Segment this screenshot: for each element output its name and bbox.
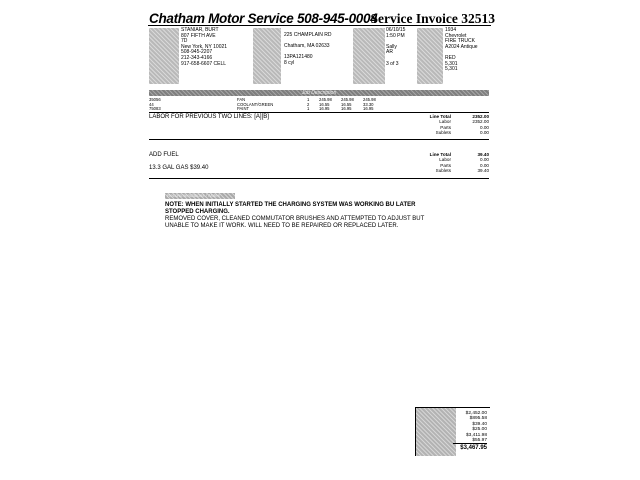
customer-address-2: 7D [181, 38, 188, 45]
customer-city: New York, NY 10021 [181, 43, 228, 50]
fuel-detail: 13.3 GAL GAS $39.40 [149, 165, 209, 171]
vehicle-model: FIRE TRUCK [445, 38, 475, 45]
notes-body-text: REMOVED COVER, CLEANED COMMUTATOR BRUSHES AND ATTEMPTED TO ADJUST BUT UNABLE TO MAKE IT WORK. WILL NEED TO BE REPAIRED OR REPLACED LATER. [165, 216, 425, 229]
vehicle-year: 1934 [445, 27, 457, 33]
service-info [284, 33, 332, 67]
notes-header: Recommendations / Notes [165, 193, 235, 199]
service-label-shade [253, 28, 281, 84]
parts-row-3: 75083 PAINT 1 16.95 16.95 16.95 [149, 106, 374, 112]
vehicle-info [445, 28, 478, 73]
job-description-label: Job Description [301, 90, 337, 96]
order-label-shade [353, 28, 385, 84]
vehicle-make: Chevrolet [445, 32, 467, 39]
totals-label-shade [416, 408, 456, 456]
invoice-number: Service Invoice 32513 [370, 11, 495, 26]
service-street: 225 CHAMPLAIN RD [284, 32, 332, 38]
parts-row-1: 35056 FAN 1 245.98 245.98 245.98 [149, 97, 376, 102]
fuel-title: ADD FUEL [149, 152, 179, 158]
order-date: 06/10/15 [386, 27, 406, 33]
vehicle-plate: 13PA121480 [284, 54, 313, 61]
parts-row-2: 44 COOLANT/GREEN 2 16.55 16.55 33.30 [149, 101, 374, 107]
notes-bold-text: NOTE: WHEN INITIALLY STARTED THE CHARGING SYSTEM WAS WORKING BU LATER STOPPED CHARGING. [165, 202, 416, 215]
labor-summary-labels: Line Total Labor Parts Sublets [429, 114, 451, 136]
labor-summary-values: 2352.00 2352.00 0.00 0.00 [472, 114, 489, 136]
customer-info [181, 28, 227, 67]
order-time: 1:50 PM [386, 32, 405, 39]
total-parts: $895.58 [469, 416, 487, 422]
labor-divider [149, 139, 489, 140]
total-sublets: $39.40 [472, 421, 487, 427]
vehicle-label-shade [417, 28, 443, 84]
subtotal: $3,411.98 [466, 432, 487, 438]
order-info [386, 28, 405, 67]
company-header: Chatham Motor Service 508-945-0004 [149, 11, 378, 26]
customer-name: STANIAR, BURT [181, 27, 219, 33]
notes-block [165, 202, 445, 230]
total-supplies: $25.00 [472, 427, 487, 433]
customer-label-shade [149, 28, 179, 84]
fuel-divider [149, 178, 489, 179]
header-rule [148, 25, 491, 26]
fuel-summary-labels: Line Total Labor Parts Sublets [429, 152, 451, 174]
totals-box [415, 407, 490, 456]
vehicle-trim: A2024 Antique [445, 43, 478, 50]
invoice-page [145, 11, 495, 458]
customer-cell: 917-658-6607 CELL [181, 60, 227, 67]
mileage-in: 5,301 [445, 60, 458, 67]
customer-phone-1: 508-945-2207 [181, 49, 213, 56]
totals-values [453, 411, 487, 452]
parts-divider [149, 112, 489, 113]
customer-address-1: 807 FIFTH AVE [181, 32, 216, 39]
mileage-out: 5,301 [445, 66, 458, 73]
fuel-summary-values: 39.40 0.00 0.00 39.40 [477, 152, 489, 174]
grand-total: $3,467.95 [453, 443, 487, 452]
order-writer: Sally [386, 43, 397, 50]
page-count: 3 of 3 [386, 60, 399, 67]
total-labor: $2,452.00 [465, 411, 487, 416]
total-tax: $55.97 [472, 438, 487, 444]
engine-type: 8 cyl [284, 59, 295, 66]
service-city: Chatham, MA 02633 [284, 43, 330, 50]
vehicle-color: RED [445, 54, 456, 61]
order-tech: AR [386, 49, 393, 56]
customer-phone-2: 212-343-4166 [181, 54, 213, 61]
labor-title: LABOR FOR PREVIOUS TWO LINES: [A][B] [149, 114, 269, 120]
job-description-band [149, 90, 489, 96]
